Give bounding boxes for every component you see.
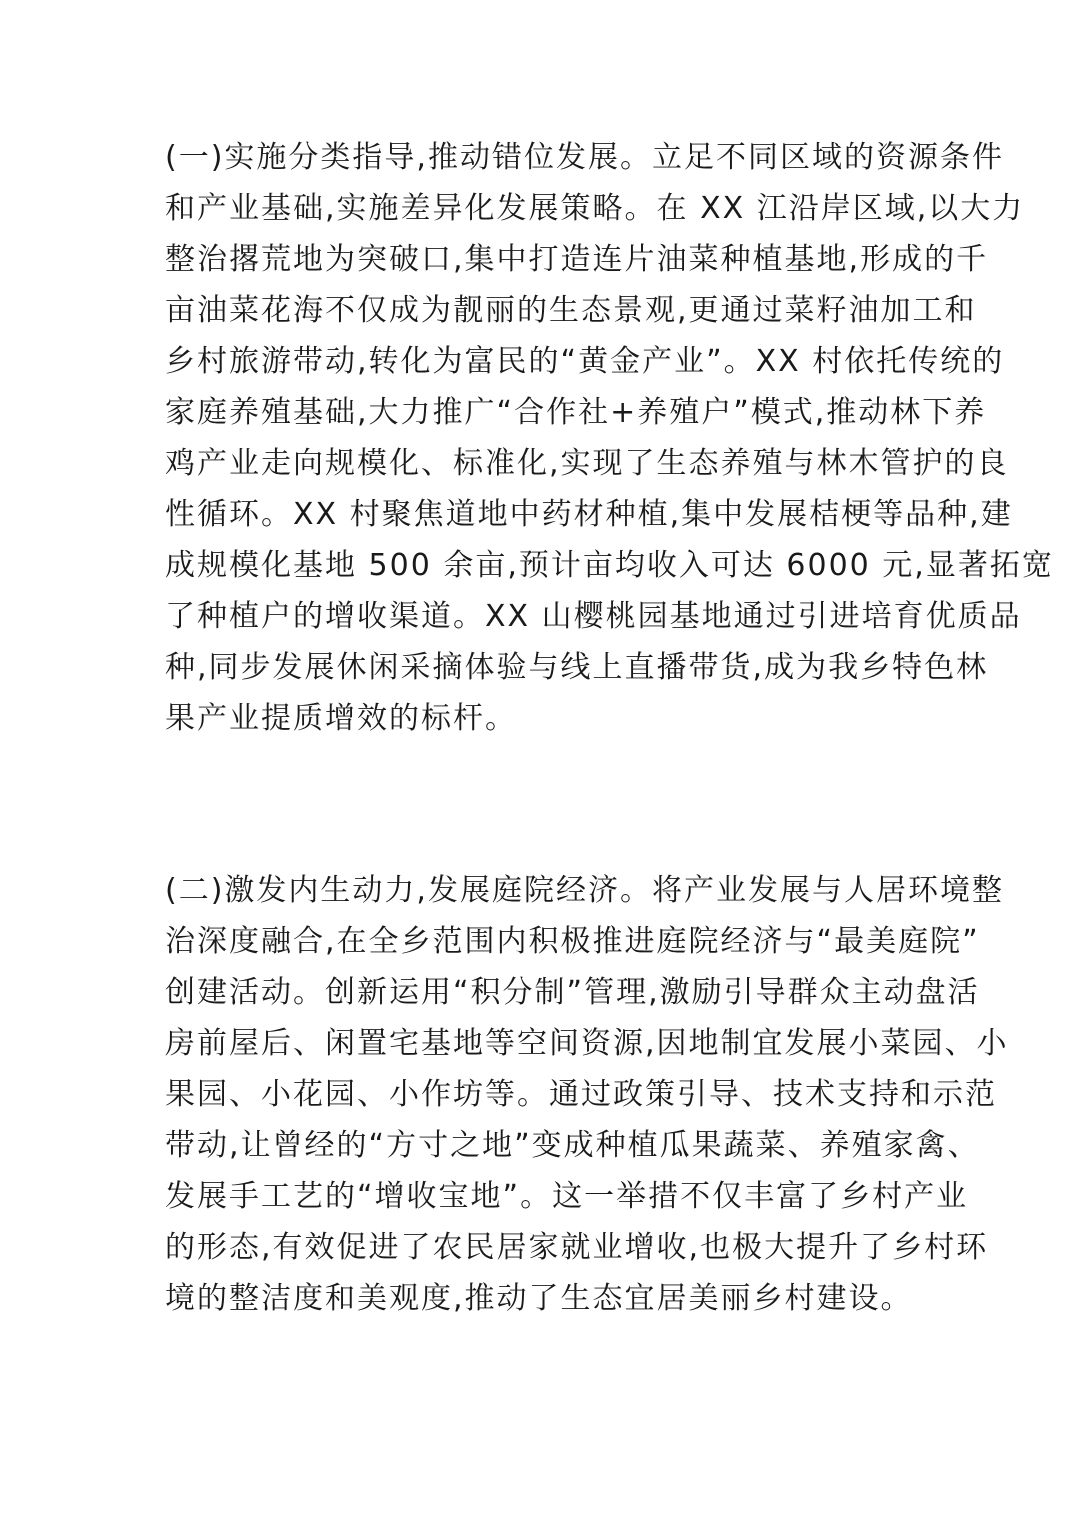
paragraph-line: 果园、小花园、小作坊等。通过政策引导、技术支持和示范 [165,1077,997,1112]
paragraph-line: (一)实施分类指导,推动错位发展。立足不同区域的资源条件 [165,140,1004,175]
paragraph-line: 和产业基础,实施差异化发展策略。在 XX 江沿岸区域,以大力 [165,191,1025,226]
paragraph-line: 亩油菜花海不仅成为靓丽的生态景观,更通过菜籽油加工和 [165,293,977,328]
paragraph-line: 治深度融合,在全乡范围内积极推进庭院经济与“最美庭院” [165,924,980,959]
paragraph-line: 家庭养殖基础,大力推广“合作社+养殖户”模式,推动林下养 [165,395,987,430]
paragraph-line: 境的整洁度和美观度,推动了生态宜居美丽乡村建设。 [165,1281,913,1316]
paragraph-line: 的形态,有效促进了农民居家就业增收,也极大提升了乡村环 [165,1230,989,1265]
paragraph-line: 乡村旅游带动,转化为富民的“黄金产业”。XX 村依托传统的 [165,344,1005,379]
paragraph-1 [165,132,1054,744]
paragraph-line: 了种植户的增收渠道。XX 山樱桃园基地通过引进培育优质品 [165,599,1022,634]
paragraph-2 [165,865,1009,1324]
paragraph-line: 种,同步发展休闲采摘体验与线上直播带货,成为我乡特色林 [165,650,989,685]
paragraph-line: 带动,让曾经的“方寸之地”变成种植瓜果蔬菜、养殖家禽、 [165,1128,980,1163]
paragraph-line: 整治撂荒地为突破口,集中打造连片油菜种植基地,形成的千 [165,242,989,277]
paragraph-line: 创建活动。创新运用“积分制”管理,激励引导群众主动盘活 [165,975,980,1010]
paragraph-line: 成规模化基地 500 余亩,预计亩均收入可达 6000 元,显著拓宽 [165,548,1054,583]
paragraph-line: 性循环。XX 村聚焦道地中药材种植,集中发展桔梗等品种,建 [165,497,1013,532]
paragraph-line: 果产业提质增效的标杆。 [165,701,517,736]
paragraph-line: 房前屋后、闲置宅基地等空间资源,因地制宜发展小菜园、小 [165,1026,1009,1061]
paragraph-line: 鸡产业走向规模化、标准化,实现了生态养殖与林木管护的良 [165,446,1009,481]
paragraph-line: (二)激发内生动力,发展庭院经济。将产业发展与人居环境整 [165,873,1004,908]
paragraph-line: 发展手工艺的“增收宝地”。这一举措不仅丰富了乡村产业 [165,1179,969,1214]
